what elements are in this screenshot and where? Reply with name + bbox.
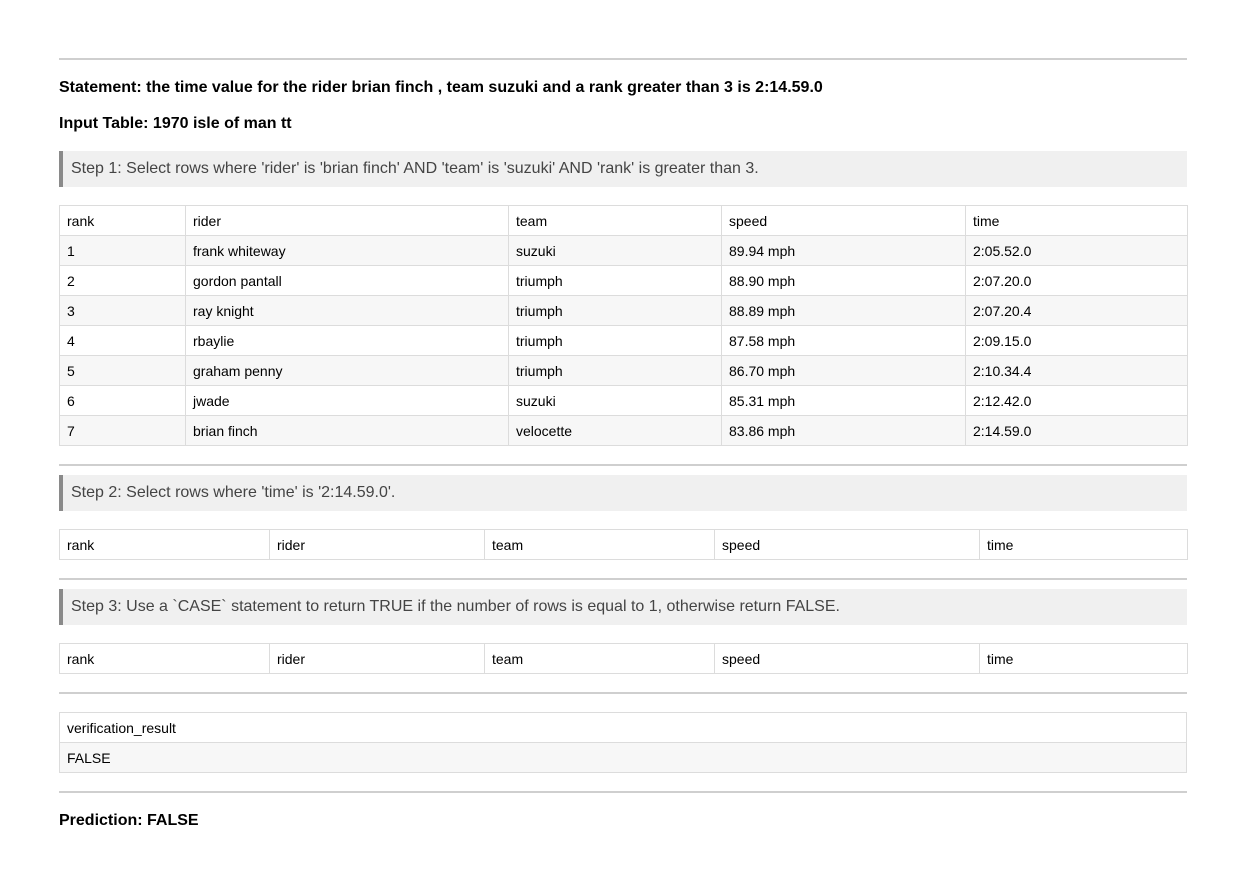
- table-row: [60, 266, 1188, 296]
- table-cell: 7: [60, 416, 186, 446]
- divider: [59, 58, 1187, 60]
- column-header: speed: [715, 530, 980, 560]
- table-cell: 87.58 mph: [722, 326, 966, 356]
- divider: [59, 791, 1187, 793]
- table-cell: 4: [60, 326, 186, 356]
- table-cell: 2:07.20.0: [966, 266, 1188, 296]
- table-cell: gordon pantall: [186, 266, 509, 296]
- table-cell: 2:05.52.0: [966, 236, 1188, 266]
- table-cell: 3: [60, 296, 186, 326]
- table-cell: triumph: [509, 266, 722, 296]
- prediction: Prediction: FALSE: [59, 812, 199, 829]
- table-row: [60, 326, 1188, 356]
- table-row: [60, 386, 1188, 416]
- table-cell: 5: [60, 356, 186, 386]
- table-cell: 85.31 mph: [722, 386, 966, 416]
- table-cell: triumph: [509, 356, 722, 386]
- table-cell: 2:12.42.0: [966, 386, 1188, 416]
- step-3-label: Step 3: Use a `CASE` statement to return TRUE if the number of rows is equal to 1, otherwise return FALSE.: [59, 589, 1187, 625]
- divider: [59, 692, 1187, 694]
- table-cell: jwade: [186, 386, 509, 416]
- column-header: rank: [60, 530, 270, 560]
- table-cell: velocette: [509, 416, 722, 446]
- table-header-row: [60, 530, 1188, 560]
- column-header: rider: [186, 206, 509, 236]
- step-2-label: Step 2: Select rows where 'time' is '2:14.59.0'.: [59, 475, 1187, 511]
- divider: [59, 578, 1187, 580]
- table-cell: 89.94 mph: [722, 236, 966, 266]
- divider: [59, 464, 1187, 466]
- table-cell: 2:14.59.0: [966, 416, 1188, 446]
- table-cell: 2:09.15.0: [966, 326, 1188, 356]
- column-header: team: [485, 530, 715, 560]
- table-header-row: [60, 713, 1187, 743]
- table-cell: 6: [60, 386, 186, 416]
- column-header: verification_result: [60, 713, 1187, 743]
- column-header: team: [485, 644, 715, 674]
- table-cell: 88.90 mph: [722, 266, 966, 296]
- column-header: time: [966, 206, 1188, 236]
- column-header: team: [509, 206, 722, 236]
- step-3-table: [59, 643, 1188, 674]
- table-cell: frank whiteway: [186, 236, 509, 266]
- table-header-row: [60, 644, 1188, 674]
- page: [59, 0, 1187, 830]
- table-cell: 2:10.34.4: [966, 356, 1188, 386]
- step-1-label: Step 1: Select rows where 'rider' is 'brian finch' AND 'team' is 'suzuki' AND 'rank' is greater than 3.: [59, 151, 1187, 187]
- table-cell: ray knight: [186, 296, 509, 326]
- result-table: [59, 712, 1187, 773]
- column-header: rider: [270, 644, 485, 674]
- column-header: time: [980, 644, 1188, 674]
- column-header: speed: [722, 206, 966, 236]
- table-cell: rbaylie: [186, 326, 509, 356]
- column-header: rider: [270, 530, 485, 560]
- table-cell: 2: [60, 266, 186, 296]
- column-header: speed: [715, 644, 980, 674]
- table-cell: brian finch: [186, 416, 509, 446]
- table-cell: triumph: [509, 326, 722, 356]
- statement: Statement: the time value for the rider brian finch , team suzuki and a rank greater than 3 is 2:14.59.0: [59, 79, 823, 96]
- table-cell: suzuki: [509, 386, 722, 416]
- step-1-table: [59, 205, 1188, 446]
- table-cell: suzuki: [509, 236, 722, 266]
- table-cell: triumph: [509, 296, 722, 326]
- table-row: [60, 743, 1187, 773]
- result-value: FALSE: [60, 743, 1187, 773]
- table-cell: 88.89 mph: [722, 296, 966, 326]
- column-header: time: [980, 530, 1188, 560]
- input-table-title: Input Table: 1970 isle of man tt: [59, 115, 292, 132]
- table-row: [60, 236, 1188, 266]
- table-cell: 86.70 mph: [722, 356, 966, 386]
- table-row: [60, 296, 1188, 326]
- table-cell: 1: [60, 236, 186, 266]
- column-header: rank: [60, 206, 186, 236]
- table-cell: 2:07.20.4: [966, 296, 1188, 326]
- table-row: [60, 356, 1188, 386]
- table-cell: 83.86 mph: [722, 416, 966, 446]
- table-row: [60, 416, 1188, 446]
- table-header-row: [60, 206, 1188, 236]
- step-2-table: [59, 529, 1188, 560]
- table-cell: graham penny: [186, 356, 509, 386]
- column-header: rank: [60, 644, 270, 674]
